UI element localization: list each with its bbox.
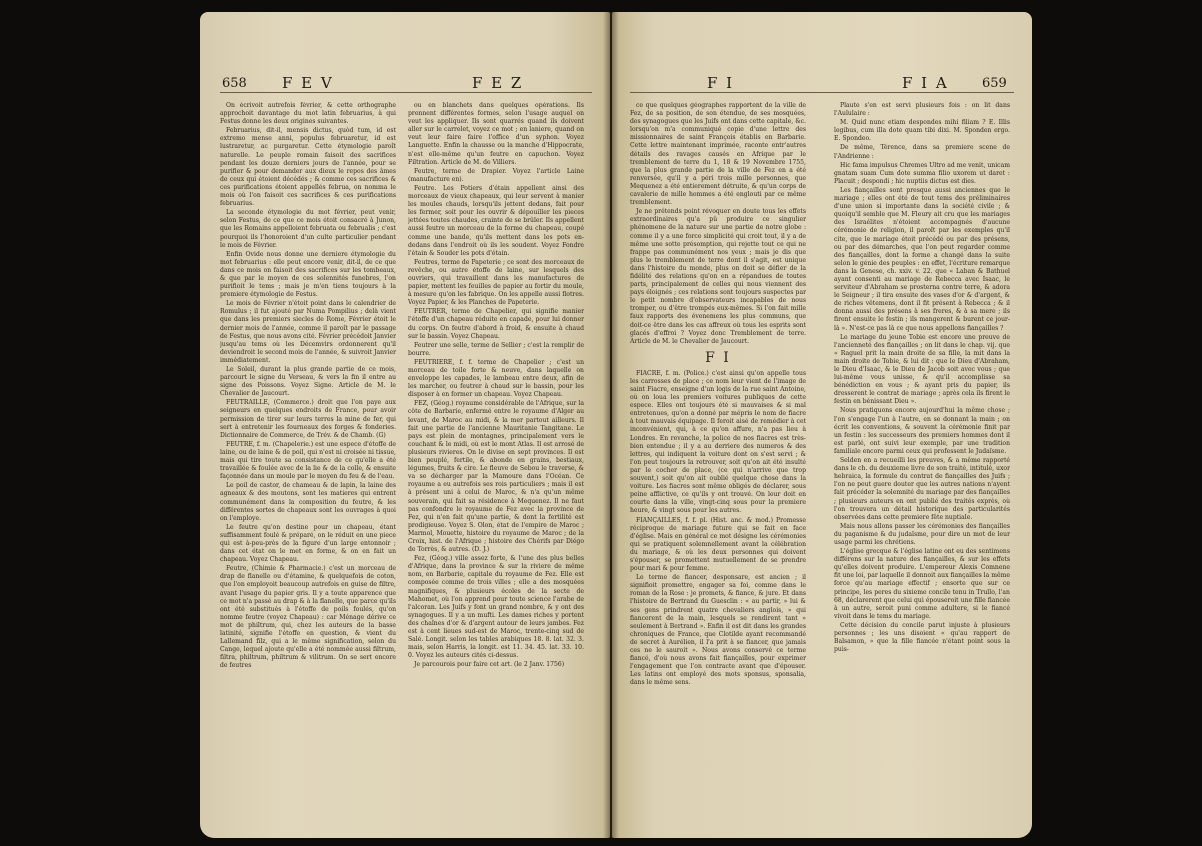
right-page-number: 659 xyxy=(982,76,1007,91)
paragraph: Le poil de castor, de chameau & de lapin, la laine des agneaux & des moutons, sont les matieres qui entrent communément dans la composition du feutre, & les différentes sortes de chapeaux sont les ouvrages à quoi on l'employe. xyxy=(220,482,396,522)
paragraph: FEUTRE, f. m. (Chapelerie.) est une espece d'étoffe de laine, ou de laine & de poil, qui n'est ni croisée ni tissue, mais qui tire toute sa consistance de ce qu'elle a été travaillée & foulée avec de la lie & de la colle, & ensuite façonnée dans un moule par le moyen du feu & de l'eau. xyxy=(220,440,396,481)
left-page xyxy=(200,12,610,838)
paragraph: Le mois de Février n'étoit point dans le calendrier de Romulus ; il fut ajouté par Numa Pompilius ; delà vient que dans les premiers siecles de Rome, Février étoit le dernier mois de l'année, comme il paroît par le passage de Festus, que nous avons cité. Février précédoit Janvier jusqu'au tems où les Décemvirs ordonnerent qu'il deviendroit le second mois de l'année, & suivroit Janvier immédiatement. xyxy=(220,300,396,364)
paragraph: Plaute s'en est servi plusieurs fois : on lit dans l'Aululaire : xyxy=(834,102,1010,118)
paragraph: Le feutre qu'on destine pour un chapeau, étant suffisamment foulé & préparé, on le réduit en une piece qui est à-peu-près de la figure d'un large entonnoir ; dans cet état on le met en forme, & on en fait un chapeau. Voyez Chapeau. xyxy=(220,523,396,564)
paragraph: FIANÇAILLES, f. f. pl. (Hist. anc. & mod.) Promesse réciproque de mariage future qui se fait en face d'église. Mais en général ce mot désigne les cérémonies qui se pratiquent solemnellement avant la célébration du mariage, & où les deux personnes qui doivent s'épouser, se promettent mutuellement de se prendre pour mari & pour femme. xyxy=(630,516,806,573)
left-column-1 xyxy=(220,102,396,802)
paragraph: M. Quid nunc etiam despondes mihi filiam ? E. Illis legibus, cum illa dote quam tibi dixi. M. Sponden ergo. E. Spondeo. xyxy=(834,119,1010,143)
paragraph: Selden en a recueilli les preuves, & a même rapporté dans le ch. du deuxieme livre de son traité, intitulé, uxor hebraica, la formule du contrat de fiançailles des Juifs ; l'on ne peut guere douter que les autres nations n'ayent fait précéder la solemnité du mariage par des fiançailles ; plusieurs auteurs en ont publié des traités exprès, où l'on trouvera un détail historique des particularités observées dans cette premiere fête nuptiale. xyxy=(834,457,1010,521)
paragraph: Le mariage du jeune Tobie est encore une preuve de l'ancienneté des fiançailles ; on lit dans le chap. vij. que « Raguel prit la main droite de sa fille, la mit dans la main droite de Tobie, & lui dit : que le Dieu d'Abraham, le Dieu d'Isaac, & le Dieu de Jacob soit avec vous ; que lui-même vous unisse, & qu'il accomplisse sa bénédiction en vous ; & ayant pris du papier, ils dresserent le contrat de mariage ; après cela ils firent le festin en bénissant Dieu ». xyxy=(834,333,1010,406)
paragraph: Le terme de fiancer, desponsare, est ancien ; il signifioit promettre, engager sa foi, comme dans le roman de la Rose : je promets, & fiance, & jure. Et dans l'histoire de Bertrand du Guesclin : « au partir, » lui & ses gens prindrent quatre chevaliers anglois, » qui fiancerent de la main, lesquels se rendirent tant » seulement à Bertrand ». Enfin il est dit dans les grandes chroniques de France, que Clotilde ayant recommandé de secret à Aurélien, il l'a prit à se fiancer, que jamais ces ne le sauroit ». Nous avons conservé ce terme fiancé, d'où nous avons fait fiançailles, pour exprimer l'engagement que l'on contracte avant que d'épouser. Les latins ont employé des mots sponsus, sponsalia, dans le même sens. xyxy=(630,574,806,687)
paragraph: Hic fama impulsus Chremes Ultro ad me venit, unicam gnatam suam Cum dote summa filio uxorem ut daret : Placuit ; despondi ; hic nuptiis dictus est dies. xyxy=(834,161,1010,185)
paragraph: De même, Térence, dans sa premiere scene de l'Andrienne : xyxy=(834,144,1010,160)
paragraph: L'église grecque & l'église latine ont eu des sentimens différens sur la nature des fiançailles, & sur les effets qu'elles doivent produire. L'empereur Alexis Comnene fit une loi, par laquelle il donnoit aux fiançailles la même force qu'au mariage effectif ; ensorte que sur ce principe, les peres du sixieme concile tenu in Trullo, l'an 68, déclarerent que celui qui épouseroit une fille fiancée à un autre, seroit puni comme adultere, si le fiancé vivoit dans le tems du mariage. xyxy=(834,548,1010,620)
right-running-head-1: F I xyxy=(707,74,735,92)
paragraph: FEUTRAILLE, (Commerce.) droit que l'on paye aux seigneurs en quelques endroits de France, pour avoir permission de tirer sur leurs terres la mine de fer, qui sert à entretenir les fourneaux des forges & fonderies. Dictionnaire de Commerce, de Trév. & de Chamb. (G) xyxy=(220,399,396,439)
paragraph: FEUTRER, terme de Chapelier, qui signifie manier l'étoffe d'un chapeau réduite en capade, pour lui donner du corps. On feutre d'abord à froid, & ensuite à chaud sur le bassin. Voyez Chapeau. xyxy=(408,308,584,340)
left-header-rule xyxy=(220,92,592,93)
right-header-rule xyxy=(630,92,1014,93)
left-page-number: 658 xyxy=(222,76,247,91)
section-heading: F I xyxy=(705,349,731,366)
paragraph: Je parcourois pour faire cet art. (le 2 Janv. 1756) xyxy=(414,661,565,669)
paragraph: Feutre, (Chimie & Pharmacie.) c'est un morceau de drap de flanelle ou d'étamine, & quelquefois de coton, que l'on employoit beaucoup autrefois en guise de filtre, avant l'usage du papier gris. Il y a toute apparence que ce mot n'a passé au drap & à la flanelle, que parce qu'ils ont été substitués à l'étoffe de poils foulés, qu'on nomme feutre (voyez Chapeau) : car Ménage dérive ce mot de philtrum, qui, chez les auteurs de la basse latinité, signifie l'étoffe en question, & vient du Lallemand filz, qui a le même signification, selon du Cange, lequel ajoute qu'elle a été nommée aussi filtrum, filtra, philtrum, philtrum & vilitrum. On se sert encore de feutres xyxy=(220,565,396,670)
left-running-head-2: F E Z xyxy=(472,74,524,92)
book-gutter xyxy=(603,12,619,838)
paragraph: Enfin Ovide nous donne une derniere étymologie du mot februarius : elle peut encore venir, dit-il, de ce que dans ce mois on faisoit des sacrifices sur les tombeaux, & que par le moyen de ces solennités funebres, l'on purifioit le tems ; mais je m'en tiens toujours à la premiere étymologie de Festus. xyxy=(220,250,396,299)
left-running-head-1: F E V xyxy=(282,74,334,92)
right-running-head-2: F I A xyxy=(902,74,949,92)
left-column-2 xyxy=(408,102,584,802)
paragraph: Les fiançailles sont presque aussi anciennes que le mariage ; elles ont été de tout tems des préliminaires d'une union si importante dans la société civile ; & quoiqu'il semble que M. Fleury ait cru que les mariages des Israélites n'étoient accompagnés d'aucune cérémonie de religion, il paroît par les exemples qu'il cite, que le mariage étoit précédé ou par des présens, ou par des démarches, que l'on peut regarder comme des fiançailles, dont la forme a changé dans la suite selon le génie des peuples : en effet, l'écriture remarque dans la Genese, ch. xxiv. v. 22. que « Laban & Bathuel ayant consenti au mariage de Rebecca avec Isaac, le serviteur d'Abraham se prosterna contre terre, & adora le Seigneur ; il tira ensuite des vases d'or & d'argent, & de riches vêtemens, dont il fit présent à Rebecca ; & il donna aussi des présens à ses freres, & à sa mere ; ils firent ensuite le festin ; ils mangerent & burent ce jour-là ». N'est-ce pas là ce que nous appellons fiançailles ? xyxy=(834,186,1010,332)
paragraph: FEZ, (Géog.) royaume considérable de l'Afrique, sur la côte de Barbarie, enfermé entre le royaume d'Alger au levant, de Maroc au midi, & la mer partout ailleurs. Il fait une partie de l'ancienne Mauritanie Tangitane. Le pays est plein de montagnes, principalement vers le couchant & le midi, où est le mont Atlas. Il est arrosé de plusieurs rivieres. On le divise en sept provinces. Il est bien peuplé, fertile, & abonde en grains, bestiaux, légumes, fruits & cire. Le fleuve de Sebou le traverse, & va se décharger par la Mamoure dans l'Océan. Ce royaume a eu autrefois ses rois particuliers ; mais il est à présent uni à celui de Maroc, & n'a qu'un même souverain, qui fait sa résidence à Mequenez. Il ne faut pas confondre le royaume de Fez avec la province de Fez, qui n'en fait qu'une partie, & dont la fertilité est prodigieuse. Voyez S. Olon, état de l'empire de Maroc ; Marmol, Mouette, histoire du royaume de Maroc ; de la Croix, hist. de l'Afrique ; histoire des Chérifs par Diégo de Torrès, & autres. (D. J.) xyxy=(408,400,584,554)
paragraph: ce que quelques géographes rapportent de la ville de Fez, de sa position, de son étendue, de ses mosquées, des synagogues que les Juifs ont dans cette capitale, &c. lorsqu'on m'a communiqué copie d'une lettre des missionnaires de saint François établis en Barbarie. Cette lettre maintenant imprimée, raconte entr'autres détails des ravages causés en Afrique par le tremblement de terre du 1, 18 & 19 Novembre 1755, que la plus grande partie de la ville de Fez en a été renversée, qu'il y a péri trois mille personnes, que Mequenez a été entierement détruite, & qu'un corps de cavalerie de mille hommes a été englouti par ce même tremblement. xyxy=(630,102,806,207)
paragraph: On écrivoit autrefois février, & cette orthographe approchoit davantage du mot latin februarius, à qui Festus donne les deux origines suivantes. xyxy=(220,102,396,126)
paragraph: Je ne prétends point révoquer en doute tous les effets extraordinaires qu'a pû produire ce singulier phénomene de la nature sur une partie de notre globe : comme il y a une force simplicité qui croit tout, il y a de même une sotte présomption, qui rejette tout ce qui ne frappe pas communément nos yeux ; mais je dis que plus le tremblement de terre dont il s'agit, est unique dans l'histoire du monde, plus on doit se défier de la fidélité des relations qu'on en a répandues de toutes parts, principalement de celles qui nous viennent des pays éloignés ; ces relations sont toujours suspectes par le petit nombre d'observateurs incapables de nous tromper, ou d'être trompés eux-mêmes. Si l'on fait mille faux rapports des évenemens les plus communs, que doit-ce être dans les cas affreux où tous les esprits sont glacés d'effroi ? Voyez donc Tremblement de terre. Article de M. le Chevalier de Jaucourt. xyxy=(630,208,806,345)
right-page xyxy=(612,12,1032,838)
paragraph: Feutre. Les Potiers d'étain appellent ainsi des morceaux de vieux chapeaux, qui leur servent à manier les moules chauds, lorsqu'ils jettent dedans, fait pour les fermer, soit pour les ouvrir & dépouiller les pieces jettées toutes chaudes, crainte de se brûler. Ils appellent aussi feutre un morceau de la forme du chapeau, coupé comme une bande, qu'ils mettent dans les pots en-dedans dans l'endroit où ils les soudent. Voyez Fondre l'étain & Souder les pots d'étain. xyxy=(408,184,584,257)
paragraph: Feutrer une selle, terme de Sellier ; c'est la remplir de bourre. xyxy=(408,341,584,357)
paragraph: La seconde étymologie du mot février, peut venir, selon Festus, de ce que ce mois étoit consacré à Junon, que les Romains appelloient februata ou februalis ; c'est pourquoi ils l'honoroient d'un culte particulier pendant le mois de Février. xyxy=(220,209,396,249)
paragraph: Feutre, terme de Drapier. Voyez l'article Laine (manufacture en). xyxy=(408,167,584,183)
paragraph: Fez, (Géog.) ville assez forte, & l'une des plus belles d'Afrique, dans la province & sur la riviere de même nom, en Barbarie, capitale du royaume de Fez. Elle est composée comme de trois villes ; elle a des mosquées magnifiques, & plusieurs écoles de la secte de Mahomet, où l'on apprend pour toute science l'arabe de l'alcoran. Les Juifs y font un grand nombre, & y ont des synagogues. Il y a un mufti. Les dames riches y portent des chaînes d'or & d'argent autour de leurs jambes. Fez est à cent lieues sud-est de Maroc, trente-cinq sud de Salé. Longit. selon les tables arabiques 18. 8. lat. 32. 3. mais, selon Harris, la longit. est 11. 34. 45. lat. 33. 10. 0. Voyez les auteurs cités ci-dessus. xyxy=(408,555,584,660)
paragraph: Mais nous allons passer les cérémonies des fiançailles du paganisme & du judaïsme, pour dire un mot de leur usage parmi les chrétiens. xyxy=(834,522,1010,546)
paragraph: FIACRE, f. m. (Police.) c'est ainsi qu'on appelle tous les carrosses de place ; ce nom leur vient de l'image de saint Fiacre, enseigne d'un logis de la rue saint Antoine, où on loua les premiers voitures publiques de cette espece. Elles ont toujours été si mauvaises & si mal entretenues, qu'on a donné par mépris le nom de fiacre à tout mauvais équipage. Il feroit aisé de remédier à cet inconvénient, qui, à ce qu'on affure, n'a pas lieu à Londres. En revanche, la police de nos fiacres est très-bien entendue ; il y a au derriere des numeros & des lettres, qui indiquent la voiture dont on s'est servi ; & l'on peut toujours la retrouver, soit qu'on ait été insulté par le cocher de place, (ce qui n'arrive que trop souvent,) soit qu'on ait oublié quelque chose dans la voiture. Les fiacres sont même obligés de déclarer, sous peine afflictive, ce qu'ils y ont trouvé. On leur doit en courte dans la ville, vingt-cinq sous pour la premiere heure, & vingt sous pour les autres. xyxy=(630,369,806,515)
paragraph: FEUTRIERE, f. f. terme de Chapelier ; c'est un morceau de toile forte & neuve, dans laquelle on enveloppe les capades, le lambeau entre deux, afin de les marcher, ou feutrer à chaud sur le bassin, pour les disposer à en former un chapeau. Voyez Chapeau. xyxy=(408,358,584,399)
right-column-2 xyxy=(834,102,1010,802)
paragraph: Le Soleil, durant la plus grande partie de ce mois, parcourt le signe du Verseau, & vers la fin il entre au signe des Poissons. Voyez Signe. Article de M. le Chevalier de Jaucourt. xyxy=(220,366,396,398)
paragraph: Feutres, terme de Papeterie ; ce sont des morceaux de revêche, ou autre étoffe de laine, sur lesquels des ouvriers, qui travaillent dans les manufactures de papier, mettent les feuilles de papier au fortir du moule, à mesure qu'on les fabrique. On les appelle aussi flotres. Voyez Papier, & les Planches de Papeterie. xyxy=(408,258,584,307)
paragraph: Februarius, dit-il, mensis dictus, quòd tum, id est extremo mense anni, populus februaretur, id est lustraretur, ac purgaretur. Cette étymologie paroît naturelle. Le peuple romain faisoit des sacrifices pendant les douze derniers jours de l'année, pour se purifier & pour demander aux dieux le repos des âmes de ceux qui étoient décédés ; & comme ces sacrifices & ces purifications étoient appellés februa, on nomma le mois où l'on faisoit ces sacrifices & ces purifications februarius. xyxy=(220,127,396,208)
paragraph: ou en blanchets dans quelques opérations. Ils prennent différentes formes, selon l'usage auquel on veut les appliquer. Ils sont quarrés quand ils doivent aller sur le carrelet, voyez ce mot ; en laniere, quand on veut leur faire faire l'office d'un syphon. Voyez Languette. Enfin la chausse ou la manche d'Hippocrate, n'est elle-même qu'un feutre en capuchon. Voyez Filtration. Article de M. de Villiers. xyxy=(408,102,584,166)
paragraph: Nous pratiquons encore aujourd'hui la même chose ; l'on s'engage l'un à l'autre, en se donnant la main ; on écrit les conventions, & souvent la cérémonie finit par un festin : les successeurs des premiers hommes dont il est parlé, ont suivi leur exemple, par une tradition familiale encore parmi ceux qui professent le Judaïsme. xyxy=(834,407,1010,455)
paragraph: Cette décision du concile parut injuste à plusieurs personnes ; les uns disoient « qu'au rapport de Balsamon, » que la fille fiancée n'étant point sous la puis- xyxy=(834,621,1010,654)
right-column-1 xyxy=(630,102,806,802)
